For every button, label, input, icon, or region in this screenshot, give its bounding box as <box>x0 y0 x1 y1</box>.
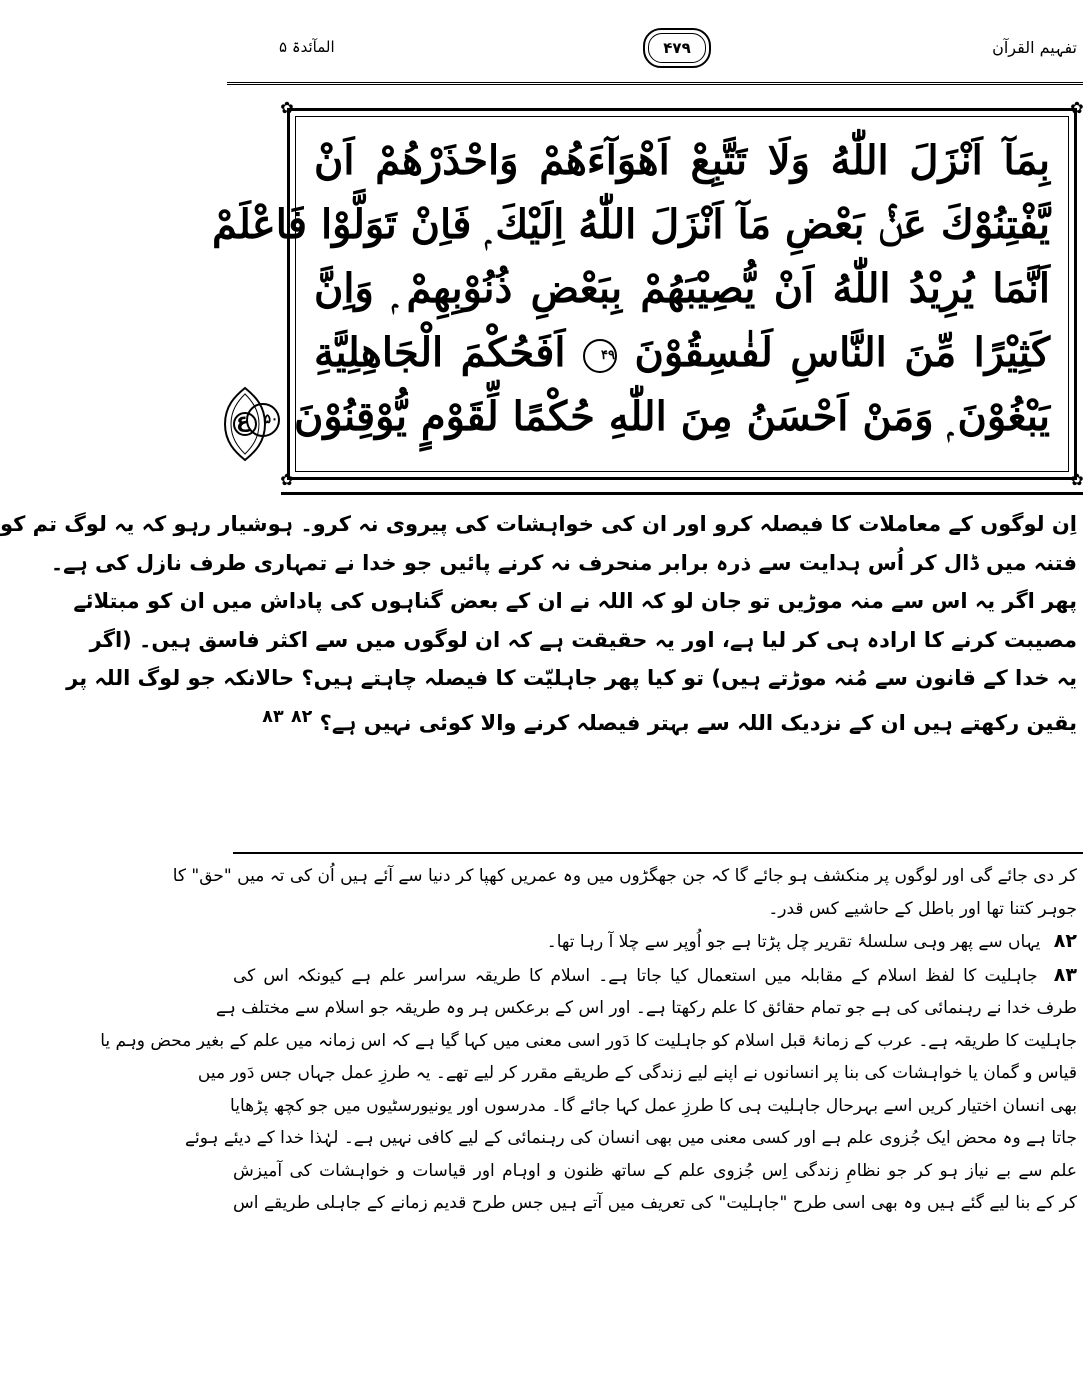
arabic-line-text: كَثِيْرًا مِّنَ النَّاسِ لَفٰسِقُوْنَ <box>634 329 1050 376</box>
footnote-ref: ۸۳ <box>262 706 284 727</box>
translation-line: یہ خدا کے قانون سے مُنہ موڑتے ہیں) تو کیا پھر جاہلیّت کا فیصلہ چاہتے ہیں؟ حالانکہ جو لوگ اللہ پر <box>66 666 1077 690</box>
page-number: ۴۷۹ <box>663 39 691 57</box>
footnote-line: علم سے بے نیاز ہو کر جو نظامِ زندگی اِس جُزوی علم کے ساتھ ظنون و اوہام اور قیاسات و خواہشات کی آمیزش <box>233 1160 1077 1181</box>
footnote-83 <box>233 959 1077 993</box>
footnote-line: جوہر کتنا تھا اور باطل کے حاشیے کس قدر۔ <box>768 898 1077 919</box>
corner-ornament-icon: ✿ <box>280 470 294 489</box>
header-rule <box>227 82 1083 85</box>
footnote-line: کر کے بنا لیے گئے ہیں وہ بھی اسی طرح "جاہلیت" کی تعریف میں آتے ہیں جس طرح قدیم زمانے کے جاہلی طریقے اس <box>233 1193 1077 1213</box>
corner-ornament-icon: ✿ <box>280 98 294 117</box>
arabic-line: يَّفْتِنُوْكَ عَنْۢ بَعْضِ مَآ اَنْزَلَ اللّٰهُ اِلَيْكَ ۭ فَاِنْ تَوَلَّوْا فَاعْلَمْ <box>211 201 1050 248</box>
footnote-line: قیاس و گمان یا خواہشات کی بنا پر انسانوں نے اپنے لیے زندگی کے طریقے مقرر کر لیے تھے۔ یہ طرزِ عمل جہاں جس دَور میں <box>197 1063 1077 1083</box>
verse-frame <box>211 98 1084 489</box>
section-rule <box>281 492 1083 495</box>
translation-line: فتنہ میں ڈال کر اُس ہدایت سے ذرہ برابر منحرف نہ کرنے پائیں جو خدا نے تمہاری طرف نازل کی ہے۔ <box>50 550 1077 575</box>
ayah-number-marker: ۴۹ <box>583 339 617 373</box>
footnote-text: یہاں سے پھر وہی سلسلۂ تقریر چل پڑتا ہے جو اُوپر سے چلا آ رہا تھا۔ <box>546 932 1041 952</box>
book-title: تفہیم القرآن <box>992 38 1077 57</box>
translation-line: پھر اگر یہ اس سے منہ موڑیں تو جان لو کہ اللہ نے ان کے بعض گناہوں کی پاداش میں ان کو مبتلائے <box>73 589 1077 613</box>
footnote-rule <box>233 852 1083 854</box>
arabic-line-tail: اَفَحُكْمَ الْجَاهِلِيَّةِ <box>314 329 566 376</box>
arabic-line-text: يَبْغُوْنَ ۭ وَمَنْ اَحْسَنُ مِنَ اللّٰهِ حُكْمًا لِّقَوْمٍ يُّوْقِنُوْنَ <box>293 393 1050 440</box>
footnote-ref: ۸۲ <box>290 706 313 727</box>
ruku-label: ع <box>236 408 250 432</box>
page-number-medallion <box>643 28 711 68</box>
arabic-verses <box>211 129 1050 463</box>
footnote-82 <box>233 925 1077 959</box>
footnote-text: جاہلیت کا لفظ اسلام کے مقابلہ میں استعمال کیا جاتا ہے۔ اسلام کا طریقہ سراسر علم ہے کیونکہ اس کی <box>233 965 1038 986</box>
footnote-line: بھی انسان اختیار کریں اسے بہرحال جاہلیت ہی کا طرزِ عمل کہا جائے گا۔ مدرسوں اور یونیورسٹیوں میں جو کچھ پڑھایا <box>230 1095 1077 1116</box>
footnote-line: کر دی جائے گی اور لوگوں پر منکشف ہو جائے گا کہ جن جھگڑوں میں وہ عمریں کھپا کر دنیا سے آئے ہیں اُن کی تہ میں "حق" کا <box>172 866 1077 886</box>
ayah-number-marker: ۵۰ <box>246 403 280 437</box>
corner-ornament-icon: ✿ <box>1070 470 1084 489</box>
arabic-line: اَنَّمَا يُرِيْدُ اللّٰهُ اَنْ يُّصِيْبَهُمْ بِبَعْضِ ذُنُوْبِهِمْ ۭ وَاِنَّ <box>314 265 1050 312</box>
arabic-line-with-marker <box>314 321 1050 385</box>
footnote-line: طرف خدا نے رہنمائی کی ہے جو تمام حقائق کا علم رکھتا ہے۔ اور اس کے برعکس ہر وہ طریقہ جو اسلام سے مختلف ہے <box>215 998 1077 1018</box>
footnote-number: ۸۲ <box>1053 930 1077 952</box>
translation-line-text: یقین رکھتے ہیں ان کے نزدیک اللہ سے بہتر فیصلہ کرنے والا کوئی نہیں ہے؟ <box>319 710 1077 735</box>
footnote-number: ۸۳ <box>1053 963 1077 986</box>
urdu-translation <box>0 505 1077 742</box>
corner-ornament-icon: ✿ <box>1070 98 1084 117</box>
footnote-line: جاتا ہے وہ محض ایک جُزوی علم ہے اور کسی معنی میں بھی انسان کی رہنمائی کے لیے کافی نہیں ہے۔ لہٰذا خدا کے دیئے ہوئے <box>185 1128 1077 1148</box>
footnote-line: جاہلیت کا طریقہ ہے۔ عرب کے زمانۂ قبل اسلام کو جاہلیت کا دَور اسی معنی میں کہا گیا ہے کہ اس زمانہ میں علم کے بغیر محض وہم یا <box>100 1030 1077 1051</box>
translation-line <box>262 698 1077 743</box>
arabic-line-with-marker <box>264 385 1050 449</box>
arabic-line: بِمَآ اَنْزَلَ اللّٰهُ وَلَا تَتَّبِعْ اَهْوَآءَهُمْ وَاحْذَرْهُمْ اَنْ <box>314 137 1050 184</box>
surah-name: المآئدۃ ۵ <box>279 38 335 56</box>
translation-line: مصیبت کرنے کا ارادہ ہی کر لیا ہے، اور یہ حقیقت ہے کہ ان لوگوں میں سے اکثر فاسق ہیں۔ (اگر <box>89 627 1077 652</box>
footnotes <box>100 860 1077 1220</box>
translation-line: اِن لوگوں کے معاملات کا فیصلہ کرو اور ان کی خواہشات کی پیروی نہ کرو۔ ہوشیار رہو کہ یہ لوگ تم کو <box>0 512 1077 536</box>
